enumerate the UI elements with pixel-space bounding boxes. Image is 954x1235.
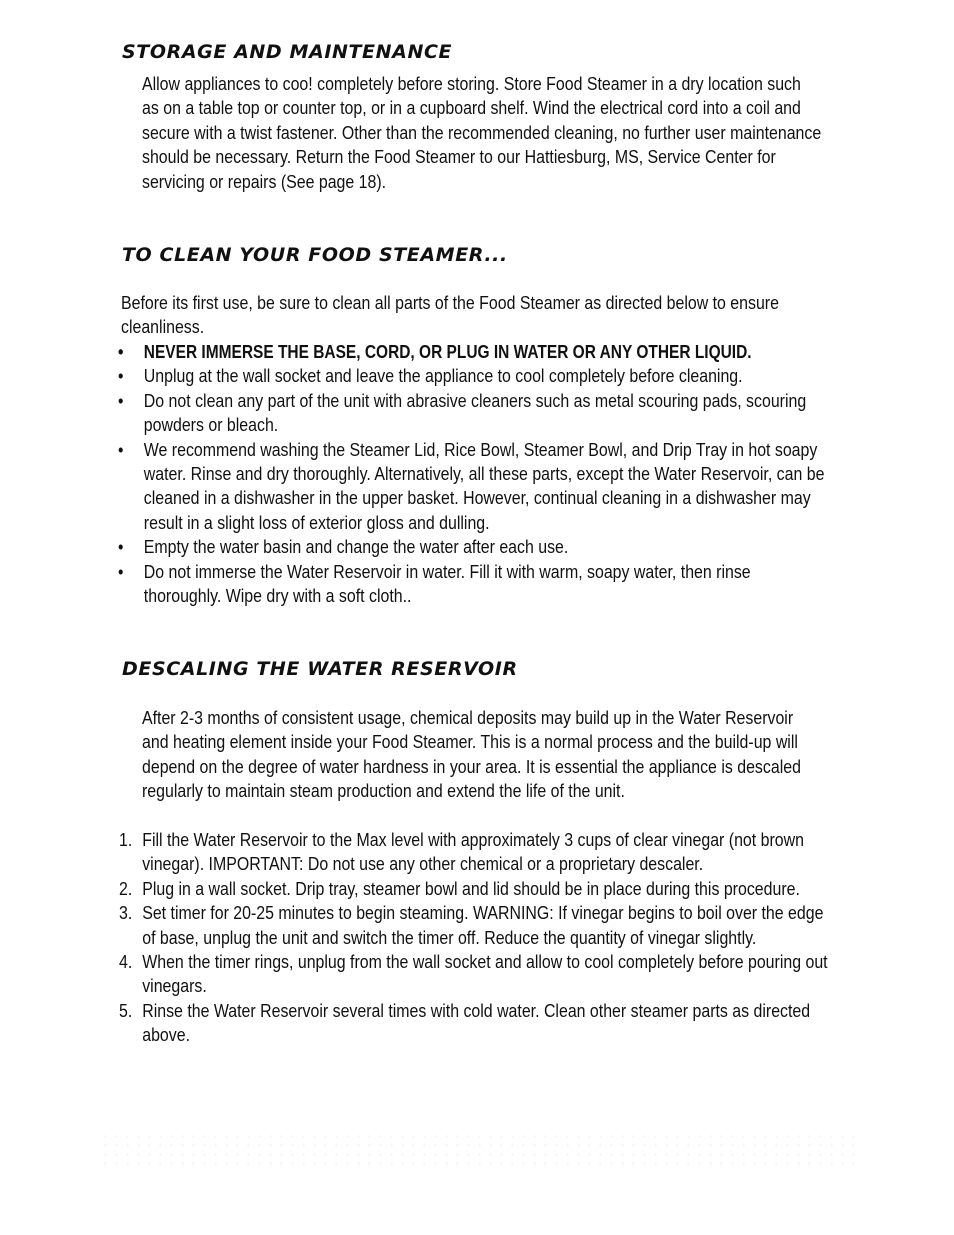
step-number: 5. — [119, 999, 133, 1021]
step-text: Set timer for 20-25 minutes to begin steaming. WARNING: If vinegar begins to boil over the edge of base, unplug the unit and switch the timer off. Reduce the quantity of vinegar slightly. — [142, 902, 824, 948]
step-text: Rinse the Water Reservoir several times with cold water. Clean other steamer parts as directed above. — [142, 999, 811, 1046]
descale-heading: DESCALING THE WATER RESERVOIR — [122, 658, 518, 680]
step-number: 4. — [119, 951, 133, 973]
step-text: Plug in a wall socket. Drip tray, steamer bowl and lid should be in place during this procedure. — [142, 877, 800, 899]
clean-intro-paragraph: Before its first use, be sure to clean all parts of the Food Steamer as directed below to ensure cleanliness. — [121, 292, 779, 338]
list-item — [119, 901, 833, 950]
scan-noise — [100, 1132, 860, 1172]
clean-heading: TO CLEAN YOUR FOOD STEAMER... — [122, 244, 508, 266]
list-item — [119, 950, 833, 999]
step-number: 1. — [119, 829, 133, 850]
storage-heading: STORAGE AND MAINTENANCE — [122, 41, 453, 63]
descale-intro-paragraph: After 2-3 months of consistent usage, chemical deposits may build up in the Water Reservoir and heating element inside your Food Steamer. This is a normal process and the build-up will depend on the degree of water hardness in your area. It is essential the appliance is descaled regularly to maintain steam production and extend the life of the unit. — [142, 707, 801, 802]
descaling-steps-list — [119, 828, 833, 1048]
list-item: • Empty the water basin and change the water after each use. — [118, 535, 832, 559]
step-text: Fill the Water Reservoir to the Max level with approximately 3 cups of clear vinegar (not brown vinegar). IMPORTANT: Do not use any other chemical or a proprietary descaler. — [142, 829, 804, 875]
step-text: When the timer rings, unplug from the wall socket and allow to cool completely before pouring out vinegars. — [142, 951, 828, 997]
list-item — [119, 828, 833, 877]
list-item: • Do not immerse the Water Reservoir in water. Fill it with warm, soapy water, then rinse thoroughly. Wipe dry with a soft cloth.. — [118, 560, 832, 609]
list-item: • NEVER IMMERSE THE BASE, CORD, OR PLUG IN WATER OR ANY OTHER LIQUID. — [118, 340, 832, 364]
storage-paragraph: Allow appliances to coo! completely before storing. Store Food Steamer in a dry location such as on a table top or counter top, or in a cupboard shelf. Wind the electrical cord into a coil and secure with a twist fastener. Other than the recommended cleaning, no further user maintenance should be necessary. Return the Food Steamer to our Hattiesburg, MS, Service Center for servicing or repairs (See page 18). — [142, 73, 822, 192]
cleaning-instructions-list — [118, 340, 832, 608]
list-item: • Do not clean any part of the unit with abrasive cleaners such as metal scouring pads, scouring powders or bleach. — [118, 389, 832, 438]
list-item: • Unplug at the wall socket and leave the appliance to cool completely before cleaning. — [118, 364, 832, 388]
list-item: • We recommend washing the Steamer Lid, Rice Bowl, Steamer Bowl, and Drip Tray in hot soapy water. Rinse and dry thoroughly. Alternatively, all these parts, except the Water Reservoir, can be cleaned in a dishwasher in the upper basket. However, continual cleaning in a dishwasher may result in a slight loss of exterior gloss and dulling. — [118, 438, 832, 536]
step-number: 2. — [119, 877, 133, 899]
list-item — [119, 877, 833, 901]
step-number: 3. — [119, 902, 133, 924]
list-item — [119, 999, 833, 1048]
